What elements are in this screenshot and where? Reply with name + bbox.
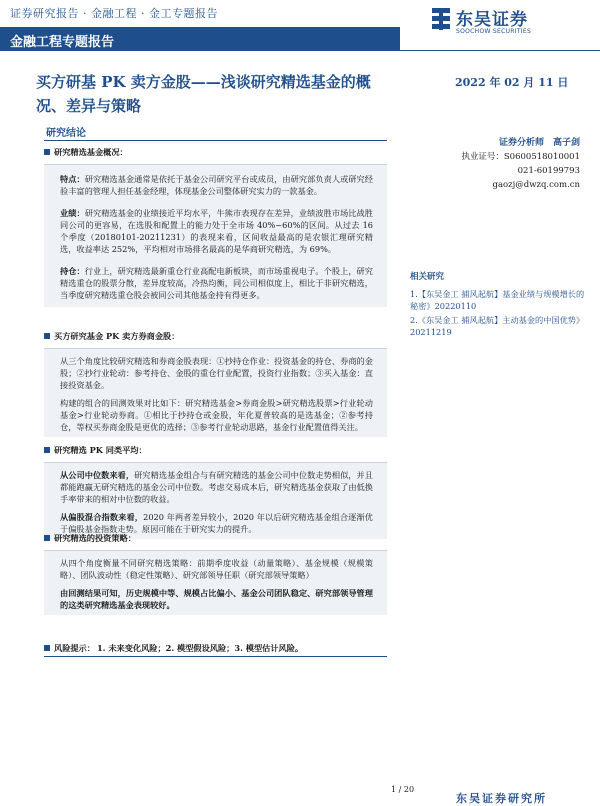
section-panel bbox=[44, 462, 387, 539]
related-research-item[interactable]: 2.《东吴金工 捕风起航】主动基金的中国优势》20211219 bbox=[410, 315, 585, 337]
footer-brand: 东吴证券研究所 bbox=[456, 792, 547, 805]
section-vs-peer bbox=[44, 444, 387, 539]
report-type-label: 金融工程专题报告 bbox=[10, 35, 115, 50]
company-logo-text: 东吴证券 bbox=[456, 10, 528, 30]
page-number: 1 / 20 bbox=[391, 785, 415, 794]
paragraph: 从三个角度比较研究精选和券商金股表现：①抄持仓作业：投资基金的持仓、券商的金股；②抄行业轮动：参考持仓、金股的重仓行业配置，投资行业指数；③买入基金：直接投资基金。 bbox=[60, 356, 373, 390]
analyst-license: 执业证号：S0600518010001 bbox=[461, 152, 580, 162]
paragraph: 持仓：行业上，研究精选最新重仓行业高配电新板块，而市场重视电子。个股上，研究精选重仓的股票分散，差异度较高，冷热均衡，同公司相似度上，相比于非研究精选，当季度研究精选重仓股会被同公司其他基金持有得更多。 bbox=[60, 266, 373, 300]
paragraph: 构建的组合的回测效果对比如下：研究精选基金>券商金股>研究精选股票>行业轮动基金>行业轮动券商。①相比于抄持仓或金股，年化夏普较高的是选基金；②参考持仓，等权买券商金股是更优的选择；③参考行业轮动思路，基金行业配置值得关注。 bbox=[60, 398, 373, 432]
paragraph: 业绩：研究精选基金的业绩接近平均水平，牛熊市表现存在差异，业绩波胜市场比战胜同公司的更容易，在选股和配置上的能力处于全市场 40%~60%的区间。从过去 16 个季度（20180101-20211231）的表现来看，区间收益最高的是农银汇理研究精选，收益率达 252%，平均相对市场排名最高的是华商研究精选，为 69%。 bbox=[60, 208, 373, 254]
bullet-square-icon bbox=[44, 333, 50, 339]
bullet-square-icon bbox=[44, 535, 50, 541]
related-research bbox=[410, 270, 590, 338]
section-heading: 研究精选基金概况： bbox=[44, 146, 387, 158]
related-research-item[interactable]: 1.【东吴金工 捕风起航】基金业绩与规模增长的秘密》20220110 bbox=[410, 289, 585, 311]
report-category-tag: 证券研究报告 · 金融工程 · 金工专题报告 bbox=[10, 7, 218, 20]
analyst-name: 证券分析师 高子剑 bbox=[498, 138, 580, 148]
report-date: 2022 年 02 月 11 日 bbox=[455, 76, 569, 89]
section-heading: 研究精选 PK 同类平均： bbox=[44, 444, 387, 456]
section-panel bbox=[44, 550, 387, 615]
section-heading: 研究精选的投资策略： bbox=[44, 532, 387, 544]
section-panel bbox=[44, 164, 387, 307]
analyst-phone: 021-60199793 bbox=[517, 166, 580, 176]
section-panel bbox=[44, 348, 387, 437]
section-heading: 买方研究基金 PK 卖方券商金股： bbox=[44, 330, 387, 342]
header-rule bbox=[400, 50, 600, 51]
bullet-square-icon bbox=[44, 149, 50, 155]
paragraph: 从四个角度衡量不同研究精选策略：前期季度收益（动量策略）、基金规模（规模策略）、团队波动性（稳定性策略）、研究部领导任职（研究部领导策略） bbox=[60, 558, 373, 580]
paragraph: 特点：研究精选基金通常是依托于基金公司研究平台或成员，由研究部负责人或研究经验丰富的管理人担任基金经理，体现基金公司整体研究实力的一款基金。 bbox=[60, 174, 373, 196]
company-logo-icon bbox=[430, 6, 452, 34]
risk-rule bbox=[44, 656, 387, 657]
analyst-email[interactable]: gaozj@dwzq.com.cn bbox=[492, 180, 580, 190]
risk-warning bbox=[44, 642, 387, 654]
section-overview bbox=[44, 146, 387, 307]
paragraph: 从偏股混合指数来看，2020 年两者差异较小，2020 年以后研究精选基金组合逐渐优于偏股基金指数走势。原因可能在于研究实力的提升。 bbox=[60, 512, 373, 534]
conclusion-rule bbox=[44, 140, 387, 141]
company-logo-english: SOOCHOW SECURITIES bbox=[456, 28, 532, 35]
risk-heading: 风险提示： 1. 未来变化风险；2. 模型假设风险；3. 模型估计风险。 bbox=[44, 642, 387, 654]
bullet-square-icon bbox=[44, 645, 50, 651]
analyst-info bbox=[410, 136, 580, 192]
section-strategy bbox=[44, 532, 387, 615]
paragraph: 从公司中位数来看，研究精选基金组合与有研究精选的基金公司中位数走势相似，并且都能跑赢无研究精选的基金公司中位数。考虑交易成本后，研究精选基金获取了由低换手率带来的相对中位数的收益。 bbox=[60, 470, 373, 504]
conclusion-heading: 研究结论 bbox=[46, 128, 86, 139]
section-buy-vs-sell bbox=[44, 330, 387, 437]
paragraph: 由回测结果可知，历史规模中等、规模占比偏小、基金公司团队稳定、研究部领导管理的这类研究精选基金表现较好。 bbox=[60, 588, 373, 610]
bullet-square-icon bbox=[44, 447, 50, 453]
report-title: 买方研基 PK 卖方金股——浅谈研究精选基金的概况、差异与策略 bbox=[36, 73, 371, 115]
related-research-title: 相关研究 bbox=[410, 272, 445, 282]
